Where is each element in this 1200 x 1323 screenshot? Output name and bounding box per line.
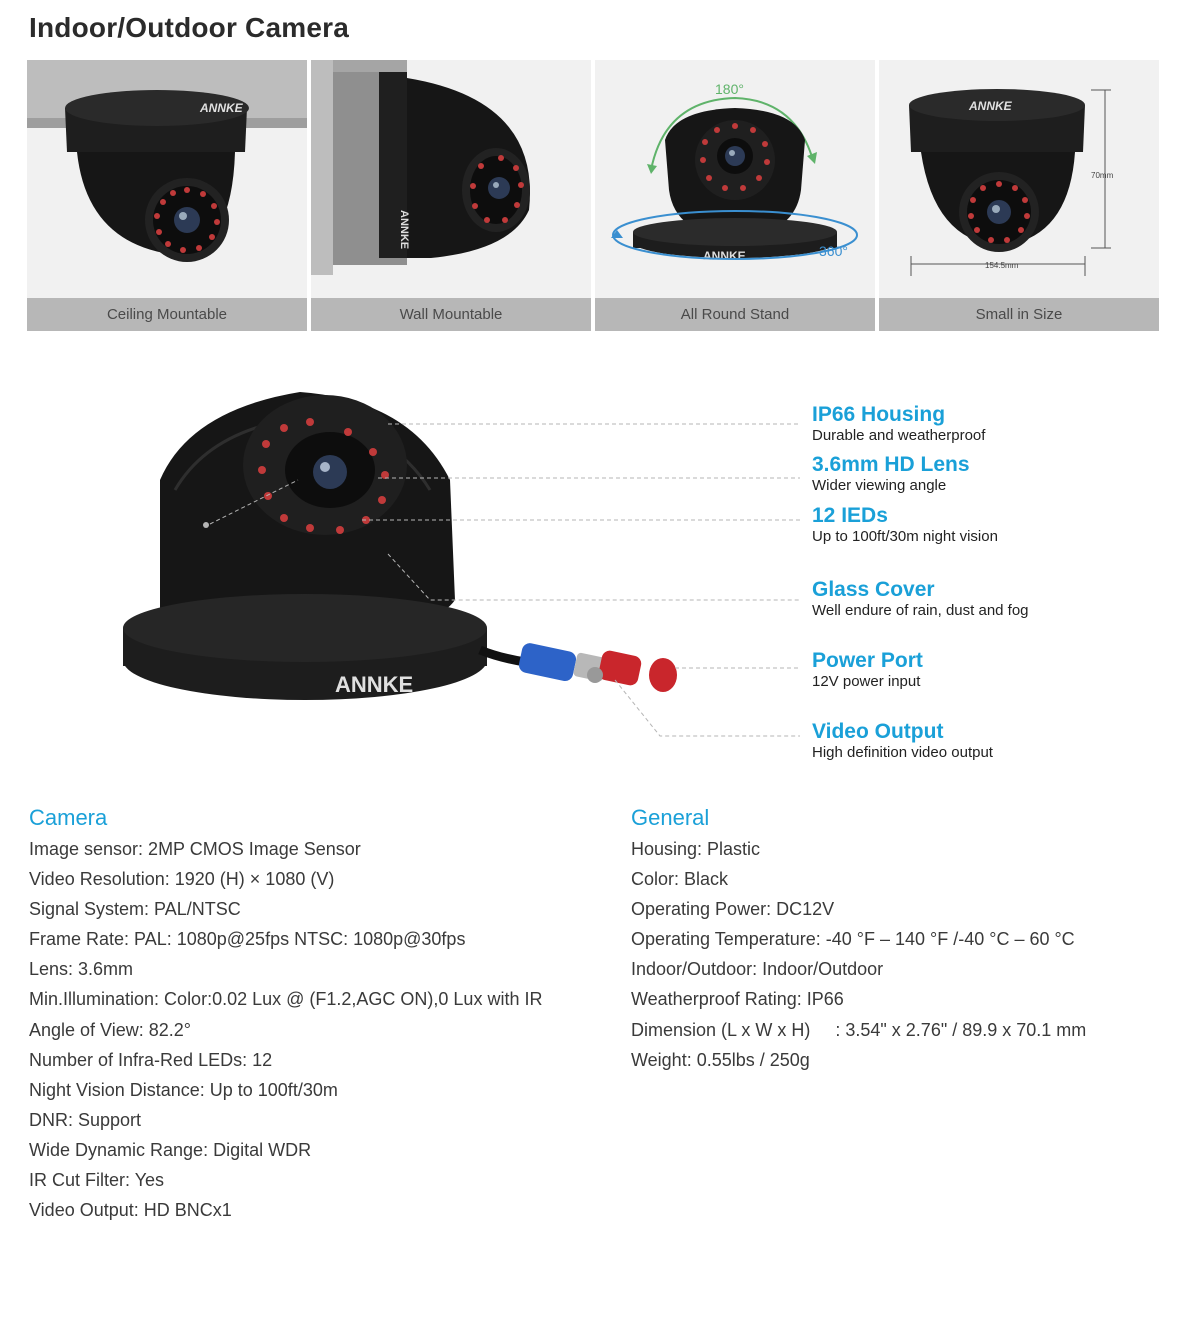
page-title: Indoor/Outdoor Camera (29, 12, 349, 43)
tile-caption: Ceiling Mountable (27, 298, 307, 331)
callout-desc: High definition video output (812, 744, 993, 761)
camera-specs-heading: Camera (29, 805, 108, 830)
spec-line: DNR: Support (29, 1109, 142, 1130)
callout-title: Power Port (812, 649, 923, 672)
callout-desc: Up to 100ft/30m night vision (812, 528, 998, 545)
stand-camera-image (595, 60, 875, 298)
callout-desc: 12V power input (812, 673, 921, 690)
tile-all-round-stand (595, 60, 875, 331)
camera-specs (29, 803, 609, 1225)
general-specs (631, 803, 1191, 1075)
spec-line: Angle of View: 82.2° (29, 1019, 191, 1040)
callout-desc: Wider viewing angle (812, 477, 947, 494)
callout-video-output (812, 720, 993, 762)
spec-line: Night Vision Distance: Up to 100ft/30m (29, 1079, 338, 1100)
callout-desc: Well endure of rain, dust and fog (812, 602, 1029, 619)
spec-line: IR Cut Filter: Yes (29, 1170, 165, 1191)
tile-wall-mountable (311, 60, 591, 331)
spec-line: Operating Temperature: -40 °F – 140 °F /-40 °C – 60 °C (631, 929, 1075, 950)
general-specs-heading: General (631, 805, 710, 830)
callout-title: Video Output (812, 720, 944, 743)
spec-line: Frame Rate: PAL: 1080p@25fps NTSC: 1080p@30fps (29, 929, 466, 950)
callout-title: 3.6mm HD Lens (812, 453, 970, 476)
spec-line: Min.Illumination: Color:0.02 Lux @ (F1.2,AGC ON),0 Lux with IR (29, 989, 543, 1010)
spec-line: Operating Power: DC12V (631, 899, 835, 920)
callout-ip66-housing (812, 403, 985, 445)
callout-leds (812, 504, 998, 546)
tile-caption: Wall Mountable (311, 298, 591, 331)
tile4-logo: ANNKE (969, 99, 1012, 113)
spec-line: Dimension (L x W x H) : 3.54" x 2.76" / 89.9 x 70.1 mm (631, 1019, 1087, 1040)
wall-camera-image (311, 60, 591, 298)
spec-line: Weatherproof Rating: IP66 (631, 989, 844, 1010)
size-camera-image (879, 60, 1159, 298)
callout-title: 12 IEDs (812, 504, 888, 527)
ceiling-camera-image (27, 60, 307, 298)
width-dimension: 154.5mm (985, 261, 1019, 270)
angle-180-label: 180° (715, 81, 744, 97)
tile2-logo: ANNKE (398, 210, 410, 250)
diagram-logo: ANNKE (335, 672, 414, 697)
tile3-logo: ANNKE (703, 249, 746, 263)
callout-glass-cover (812, 578, 1029, 620)
callout-hd-lens (812, 453, 970, 495)
spec-line: Lens: 3.6mm (29, 959, 134, 980)
feature-tiles (27, 60, 1160, 331)
camera-diagram-image (0, 370, 1200, 780)
callout-desc: Durable and weatherproof (812, 427, 986, 444)
spec-line: Number of Infra-Red LEDs: 12 (29, 1049, 273, 1070)
callout-title: IP66 Housing (812, 403, 946, 426)
spec-line: Video Resolution: 1920 (H) × 1080 (V) (29, 869, 335, 890)
tile-caption: All Round Stand (595, 298, 875, 331)
spec-line: Wide Dynamic Range: Digital WDR (29, 1139, 312, 1160)
spec-line: Signal System: PAL/NTSC (29, 899, 241, 920)
height-dimension: 70mm (1091, 171, 1114, 180)
spec-line: Image sensor: 2MP CMOS Image Sensor (29, 839, 361, 859)
spec-line: Weight: 0.55lbs / 250g (631, 1049, 810, 1070)
spec-line: Housing: Plastic (631, 839, 761, 859)
spec-line: Video Output: HD BNCx1 (29, 1200, 232, 1221)
angle-360-label: 360° (819, 243, 848, 259)
spec-line: Color: Black (631, 869, 729, 890)
tile-small-in-size (879, 60, 1159, 331)
callout-power-port (812, 649, 923, 691)
spec-line: Indoor/Outdoor: Indoor/Outdoor (631, 959, 884, 980)
tile1-logo: ANNKE (200, 101, 243, 115)
tile-ceiling-mountable (27, 60, 307, 331)
tile-caption: Small in Size (879, 298, 1159, 331)
callout-title: Glass Cover (812, 578, 935, 601)
feature-diagram (0, 370, 1200, 780)
